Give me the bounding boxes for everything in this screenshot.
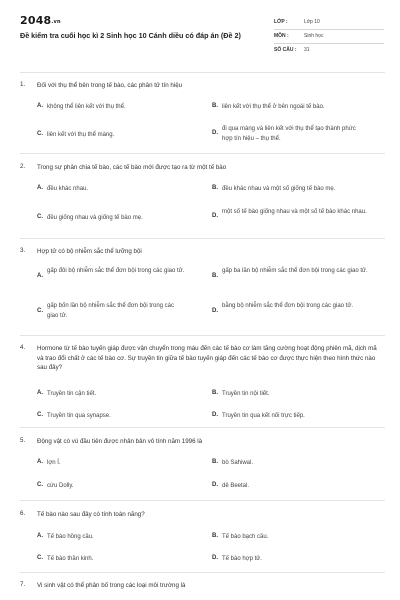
question-number: 6.: [20, 510, 26, 517]
question-divider: [20, 153, 385, 154]
document-title: Đề kiểm tra cuối học kì 2 Sinh học 10 Cánh diều có đáp án (Đề 2): [20, 31, 241, 40]
option-text: một số tế bào giống nhau và một số tế bào khác nhau.: [222, 209, 367, 215]
header-divider: [20, 72, 385, 73]
option-letter: C.: [37, 555, 43, 561]
question-text: Động vật có vú đầu tiên được nhân bản vô tính năm 1996 là: [37, 438, 203, 445]
option-text: Truyền tin cận tiết.: [47, 391, 97, 397]
site-logo[interactable]: [20, 14, 61, 27]
document-meta: [274, 16, 384, 58]
option-letter: A.: [37, 533, 43, 539]
option-letter: A.: [37, 459, 43, 465]
option-letter: B.: [212, 273, 218, 279]
option-text: Tế bào hồng cầu.: [47, 534, 94, 540]
question-text: Trong sự phân chia tế bào, các tế bào mới được tạo ra từ một tế bào: [37, 164, 227, 171]
option-text: đều khác nhau và một số giống tế bào mẹ.: [222, 186, 336, 192]
meta-class-label: LỚP :: [274, 19, 288, 25]
meta-class-row: [274, 16, 384, 30]
option-letter: B.: [212, 185, 218, 191]
logo-text: 2048: [20, 14, 52, 27]
meta-count-value: 31: [304, 47, 310, 53]
option-letter: C.: [37, 214, 43, 220]
option-text: Tế bào bạch cầu.: [222, 534, 269, 540]
option-text: Truyền tin qua synapse.: [47, 413, 111, 419]
question-divider: [20, 572, 385, 573]
option-letter: D.: [212, 308, 218, 314]
meta-subject-row: [274, 30, 384, 44]
option-text: bằng bộ nhiễm sắc thể đơn bội trong các giao tử.: [222, 303, 354, 309]
option-letter: B.: [212, 459, 218, 465]
option-text: đi qua màng và liên kết với thụ thể tạo thành phức hợp tín hiệu – thụ thể.: [222, 126, 356, 142]
question-number: 3.: [20, 247, 26, 254]
meta-subject-label: MÔN :: [274, 33, 289, 39]
question-divider: [20, 238, 385, 239]
option-text: không thể liên kết với thụ thể.: [47, 104, 126, 110]
option-letter: B.: [212, 533, 218, 539]
option-letter: A.: [37, 185, 43, 191]
option-text: Truyền tin nội tiết.: [222, 391, 270, 397]
option-text: liên kết với thụ thể ở bên ngoài tế bào.: [222, 104, 325, 110]
option-text: gấp bốn lần bộ nhiễm sắc thể đơn bội trong các giao tử.: [47, 303, 175, 319]
option-text: đều giống nhau và giống tế bào mẹ.: [47, 215, 143, 221]
meta-count-row: [274, 44, 384, 58]
option-text: gấp đôi bộ nhiễm sắc thể đơn bội trong các giao tử.: [47, 268, 185, 274]
question-text: Đối với thụ thể bên trong tế bào, các phân tử tín hiệu: [37, 82, 183, 89]
question-divider: [20, 335, 385, 336]
question-number: 5.: [20, 437, 26, 444]
meta-count-label: SỐ CÂU :: [274, 47, 297, 53]
option-letter: D.: [212, 213, 218, 219]
meta-class-value: Lớp 10: [304, 19, 320, 25]
option-letter: B.: [212, 390, 218, 396]
question-text: Vi sinh vật có thể phân bố trong các loại môi trường là: [37, 582, 186, 589]
option-letter: D.: [212, 555, 218, 561]
option-letter: D.: [212, 412, 218, 418]
document-header: [20, 14, 385, 62]
option-text: lợn Í.: [47, 460, 61, 466]
meta-subject-value: Sinh học: [304, 33, 324, 39]
option-text: bò Sahiwal.: [222, 460, 254, 466]
option-letter: C.: [37, 131, 43, 137]
option-text: Truyền tin qua kết nối trực tiếp.: [222, 413, 305, 419]
option-text: Tế bào thần kinh.: [47, 556, 94, 562]
option-letter: B.: [212, 103, 218, 109]
option-letter: C.: [37, 412, 43, 418]
question-divider: [20, 427, 385, 428]
question-number: 2.: [20, 163, 26, 170]
option-letter: D.: [212, 482, 218, 488]
option-letter: C.: [37, 308, 43, 314]
question-divider: [20, 500, 385, 501]
option-letter: A.: [37, 103, 43, 109]
question-number: 4.: [20, 344, 26, 351]
option-text: dê Beetal.: [222, 483, 250, 489]
option-text: đều khác nhau.: [47, 186, 89, 192]
logo-suffix: .vn: [51, 19, 61, 25]
question-text: Hormone từ tế bào tuyến giáp được vận chuyển trong máu đến các tế bào cơ làm tăng cường hoạt động phiên mã, dịch mã và trao đổi chất ở các tế bào cơ. Sự truyền tin giữa tế bào tuyến giáp đến các tế bào cơ được thực hiện theo hình thức nào sau đây?: [37, 345, 377, 372]
option-letter: C.: [37, 482, 43, 488]
option-letter: A.: [37, 273, 43, 279]
option-text: cừu Dolly.: [47, 483, 74, 489]
question-text: Tế bào nào sau đây có tính toàn năng?: [37, 511, 145, 518]
question-number: 1.: [20, 81, 26, 88]
option-letter: A.: [37, 390, 43, 396]
question-text: Hợp tử có bộ nhiễm sắc thể lưỡng bội: [37, 248, 142, 255]
option-text: gấp ba lần bộ nhiễm sắc thể đơn bội trong các giao tử.: [222, 268, 368, 274]
option-text: Tế bào hợp tử.: [222, 556, 262, 562]
option-text: liên kết với thụ thể màng.: [47, 132, 115, 138]
option-letter: D.: [212, 130, 218, 136]
question-number: 7.: [20, 581, 26, 588]
